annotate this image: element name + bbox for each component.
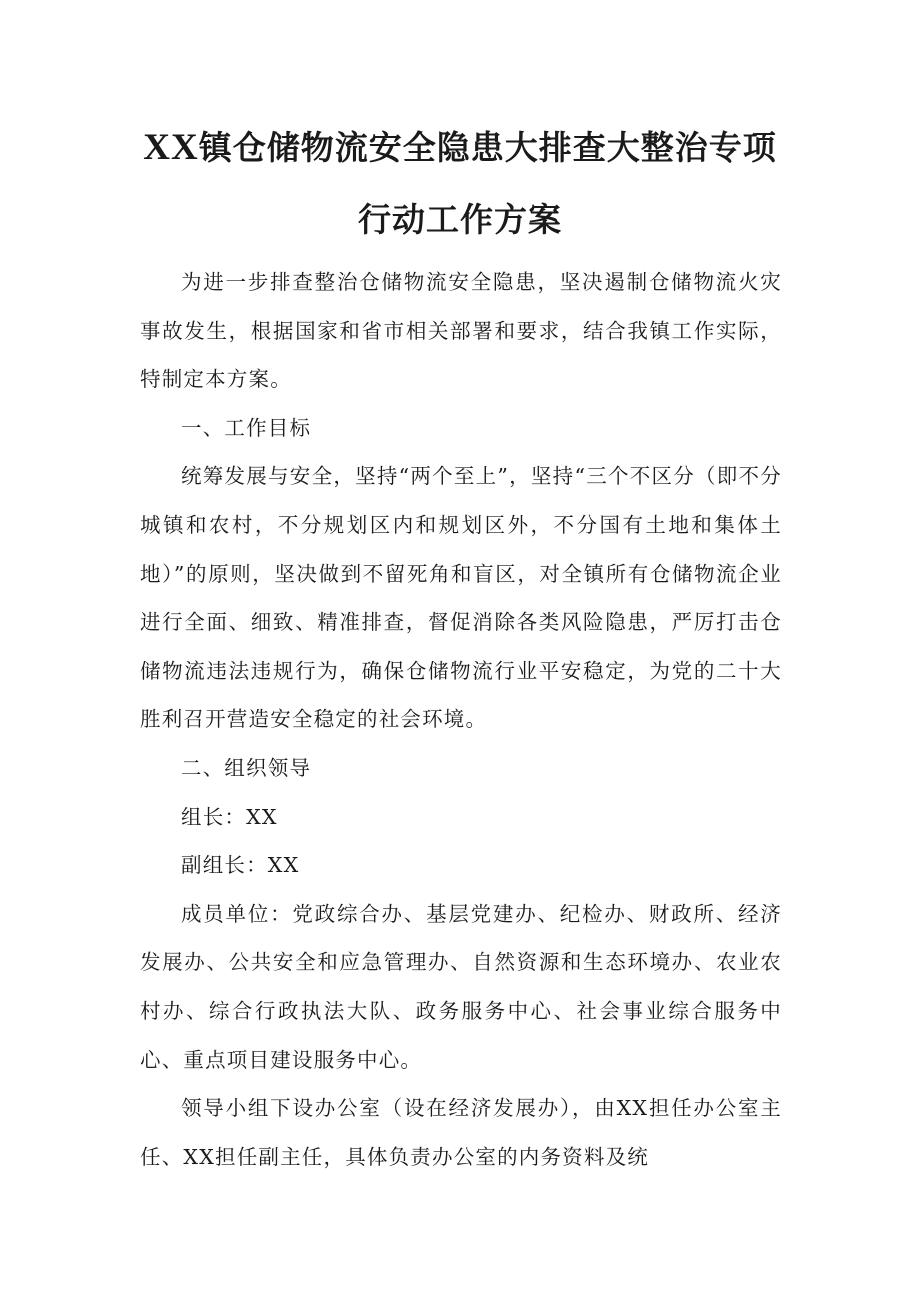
document-body [140, 258, 782, 1181]
document-title-line-2: 行动工作方案 [358, 200, 562, 239]
deputy-leader-line: 副组长：XX [181, 853, 300, 878]
member-units-paragraph: 成员单位：党政综合办、基层党建办、纪检办、财政所、经济发展办、公共安全和应急管理办、自然资源和生态环境办、农业农村办、综合行政执法大队、政务服务中心、社会事业综合服务中心、重点项目建设服务中心。 [140, 901, 782, 1072]
section-heading-leadership: 二、组织领导 [181, 755, 312, 780]
title-prefix: XX [143, 127, 199, 168]
intro-paragraph: 为进一步排查整治仓储物流安全隐患，坚决遏制仓储物流火灾事故发生，根据国家和省市相关部署和要求，结合我镇工作实际，特制定本方案。 [140, 270, 782, 392]
title-line-1-text: 镇仓储物流安全隐患大排查大整治专项 [198, 128, 777, 167]
section-heading-goals: 一、工作目标 [181, 415, 312, 440]
office-paragraph: 领导小组下设办公室（设在经济发展办），由XX担任办公室主任、XX担任副主任，具体负责办公室的内务资料及统 [140, 1096, 782, 1169]
leader-line: 组长：XX [181, 804, 278, 829]
document-title-line-1 [100, 128, 820, 168]
goals-paragraph: 统筹发展与安全，坚持“两个至上”，坚持“三个不区分（即不分城镇和农村，不分规划区内和规划区外，不分国有土地和集体土地）”的原则，坚决做到不留死角和盲区，对全镇所有仓储物流企业进行全面、细致、精准排查，督促消除各类风险隐患，严厉打击仓储物流违法违规行为，确保仓储物流行业平安稳定，为党的二十大胜利召开营造安全稳定的社会环境。 [140, 464, 782, 732]
